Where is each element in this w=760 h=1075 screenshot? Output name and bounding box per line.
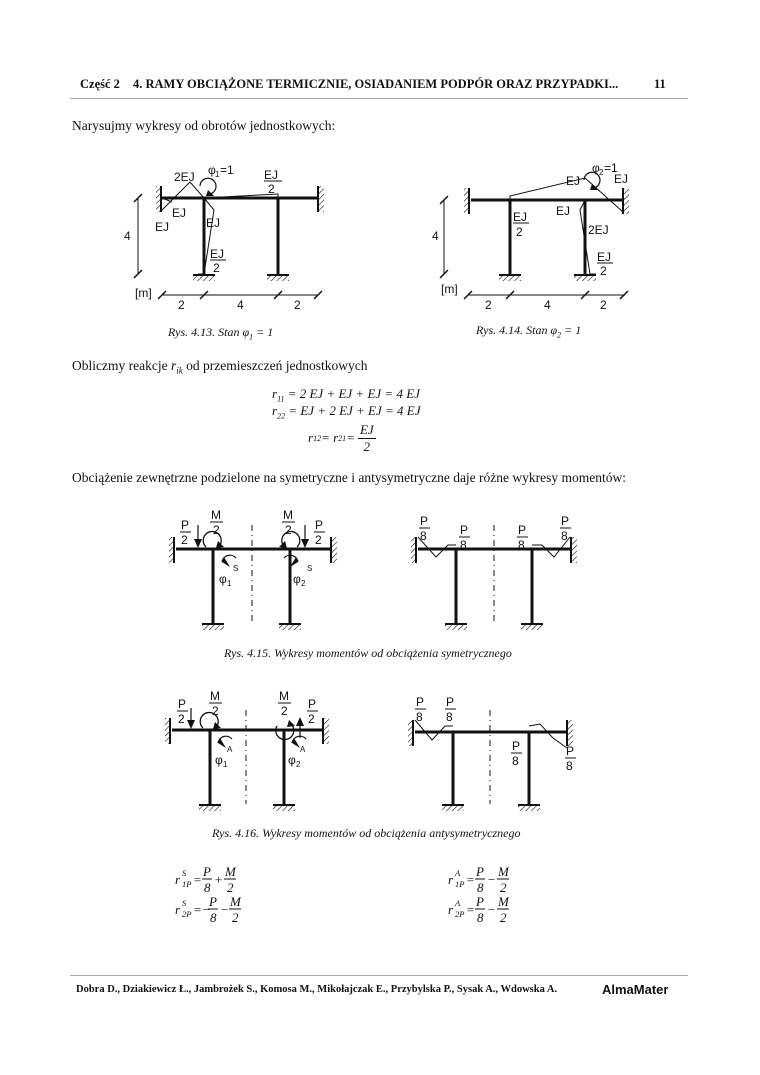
eq-r1p-s bbox=[175, 864, 237, 895]
svg-text:−: − bbox=[220, 902, 229, 917]
eq-r2p-s bbox=[175, 894, 242, 925]
svg-text:P: P bbox=[512, 739, 521, 753]
svg-text:8: 8 bbox=[460, 538, 467, 552]
svg-text:2: 2 bbox=[281, 704, 288, 718]
svg-text:M: M bbox=[279, 689, 289, 703]
svg-text:P: P bbox=[561, 514, 570, 528]
svg-text:P: P bbox=[209, 894, 217, 909]
eq-r1p-a bbox=[448, 864, 510, 895]
svg-text:P: P bbox=[308, 697, 317, 711]
svg-text:1: 1 bbox=[215, 170, 220, 179]
svg-text:P: P bbox=[518, 523, 527, 537]
svg-text:M: M bbox=[225, 864, 236, 879]
labels-415-right bbox=[419, 514, 571, 552]
svg-text:2: 2 bbox=[600, 298, 607, 312]
load-intro: Obciążenie zewnętrzne podzielone na symetryczne i antysymetryczne daje różne wykresy momentów: bbox=[72, 470, 627, 485]
svg-text:8: 8 bbox=[446, 710, 453, 724]
frame-415-left bbox=[169, 525, 337, 630]
svg-text:P: P bbox=[566, 744, 575, 758]
labels-416-right bbox=[415, 695, 576, 773]
svg-text:8: 8 bbox=[518, 538, 525, 552]
svg-text:2: 2 bbox=[178, 712, 185, 726]
svg-text:=1: =1 bbox=[220, 163, 234, 177]
svg-text:2: 2 bbox=[500, 910, 507, 925]
svg-text:P: P bbox=[476, 894, 484, 909]
svg-text:r: r bbox=[175, 872, 181, 887]
figure-4-13-4-14 bbox=[0, 150, 760, 325]
svg-text:8: 8 bbox=[561, 529, 568, 543]
equation-r11: $r_{11} = 2$ EJ + EJ + EJ = 4 EJ bbox=[272, 386, 420, 404]
svg-text:M: M bbox=[210, 689, 220, 703]
caption-4-15: Rys. 4.15. Wykresy momentów od obciążenia symetrycznego bbox=[224, 646, 512, 660]
figure-4-16 bbox=[0, 680, 760, 820]
svg-text:EJ: EJ bbox=[597, 250, 612, 264]
svg-text:8: 8 bbox=[512, 754, 519, 768]
svg-text:EJ: EJ bbox=[264, 168, 279, 182]
equation-r22: $r_{22}$ = EJ + 2 EJ + EJ = 4 EJ bbox=[272, 403, 421, 421]
svg-text:M: M bbox=[498, 864, 509, 879]
labels-413 bbox=[124, 163, 301, 312]
svg-text:φ: φ bbox=[208, 163, 216, 177]
svg-text:r: r bbox=[448, 902, 454, 917]
svg-text:2: 2 bbox=[178, 298, 185, 312]
svg-text:EJ: EJ bbox=[210, 247, 225, 261]
svg-text:2: 2 bbox=[599, 168, 604, 177]
svg-text:A: A bbox=[455, 868, 461, 878]
svg-text:−: − bbox=[487, 902, 496, 917]
svg-text:φ: φ bbox=[219, 572, 227, 586]
svg-text:1P: 1P bbox=[455, 879, 465, 889]
svg-text:8: 8 bbox=[210, 910, 217, 925]
svg-text:A: A bbox=[300, 745, 306, 754]
svg-text:2: 2 bbox=[308, 712, 315, 726]
svg-text:P: P bbox=[460, 523, 469, 537]
footer-brand: AlmaMater bbox=[602, 982, 669, 997]
svg-text:S: S bbox=[233, 564, 239, 573]
svg-text:2EJ: 2EJ bbox=[174, 170, 195, 184]
svg-text:EJ: EJ bbox=[566, 174, 581, 188]
svg-text:=: = bbox=[466, 902, 475, 917]
svg-text:P: P bbox=[416, 695, 425, 709]
svg-text:2: 2 bbox=[500, 880, 507, 895]
svg-text:2P: 2P bbox=[182, 909, 192, 919]
svg-text:2: 2 bbox=[301, 579, 306, 588]
svg-text:S: S bbox=[182, 868, 187, 878]
svg-text:2: 2 bbox=[600, 264, 607, 278]
svg-text:2: 2 bbox=[227, 880, 234, 895]
svg-text:4: 4 bbox=[544, 298, 551, 312]
footer-rule bbox=[70, 975, 688, 976]
svg-text:A: A bbox=[227, 745, 233, 754]
svg-text:2: 2 bbox=[213, 523, 220, 537]
svg-text:=−: =− bbox=[193, 902, 211, 917]
svg-text:EJ: EJ bbox=[513, 210, 528, 224]
svg-text:2EJ: 2EJ bbox=[588, 223, 609, 237]
header-rule bbox=[70, 98, 688, 99]
frame-415-right bbox=[411, 525, 577, 630]
svg-text:EJ: EJ bbox=[614, 172, 629, 186]
svg-text:+: + bbox=[214, 872, 223, 887]
svg-text:P: P bbox=[178, 697, 187, 711]
svg-text:A: A bbox=[455, 898, 461, 908]
svg-text:2P: 2P bbox=[455, 909, 465, 919]
svg-text:EJ: EJ bbox=[172, 206, 187, 220]
svg-text:4: 4 bbox=[124, 229, 131, 243]
svg-text:2: 2 bbox=[212, 704, 219, 718]
svg-text:2: 2 bbox=[516, 225, 523, 239]
svg-text:φ: φ bbox=[215, 753, 223, 767]
caption-4-14: Rys. 4.14. Stan $\varphi_2 = 1$ bbox=[476, 323, 582, 340]
svg-text:S: S bbox=[182, 898, 187, 908]
svg-text:P: P bbox=[476, 864, 484, 879]
svg-text:=: = bbox=[466, 872, 475, 887]
svg-text:1: 1 bbox=[223, 760, 228, 769]
svg-text:P: P bbox=[203, 864, 211, 879]
svg-text:8: 8 bbox=[566, 759, 573, 773]
figure-4-15 bbox=[0, 505, 760, 645]
svg-text:2: 2 bbox=[294, 298, 301, 312]
frame-413 bbox=[134, 178, 324, 299]
caption-4-16: Rys. 4.16. Wykresy momentów od obciążenia antysymetrycznego bbox=[212, 826, 521, 840]
svg-text:8: 8 bbox=[416, 710, 423, 724]
svg-text:EJ: EJ bbox=[556, 204, 571, 218]
eq-r2p-a bbox=[448, 894, 510, 925]
svg-text:P: P bbox=[315, 518, 324, 532]
reactions-intro: Obliczmy reakcje $r_{ik}$ od przemieszczeń jednostkowych bbox=[72, 358, 368, 376]
svg-text:4: 4 bbox=[237, 298, 244, 312]
header-title: 4. RAMY OBCIĄŻONE TERMICZNIE, OSIADANIEM PODPÓR ORAZ PRZYPADKI... bbox=[133, 77, 619, 91]
svg-text:2: 2 bbox=[315, 533, 322, 547]
svg-text:P: P bbox=[420, 514, 429, 528]
svg-text:2: 2 bbox=[296, 760, 301, 769]
svg-text:P: P bbox=[181, 518, 190, 532]
svg-text:1: 1 bbox=[227, 579, 232, 588]
equation-r12: r 12 = r 21 = $\frac{EJ}{2}$ bbox=[308, 421, 374, 454]
svg-text:1P: 1P bbox=[182, 879, 192, 889]
svg-text:2: 2 bbox=[268, 182, 275, 196]
svg-text:S: S bbox=[307, 564, 313, 573]
svg-text:[m]: [m] bbox=[135, 286, 152, 300]
frame-416-left bbox=[165, 708, 329, 811]
svg-text:2: 2 bbox=[213, 261, 220, 275]
svg-text:φ: φ bbox=[293, 572, 301, 586]
svg-text:M: M bbox=[498, 894, 509, 909]
caption-4-13: Rys. 4.13. Stan $\varphi_1 = 1$ bbox=[168, 325, 274, 342]
frame-416-right bbox=[408, 710, 573, 811]
svg-text:2: 2 bbox=[232, 910, 239, 925]
svg-text:8: 8 bbox=[204, 880, 211, 895]
svg-text:8: 8 bbox=[477, 910, 484, 925]
svg-text:2: 2 bbox=[285, 523, 292, 537]
svg-text:8: 8 bbox=[420, 529, 427, 543]
svg-text:=1: =1 bbox=[604, 161, 618, 175]
svg-text:[m]: [m] bbox=[441, 282, 458, 296]
svg-text:φ: φ bbox=[288, 753, 296, 767]
svg-text:EJ: EJ bbox=[155, 220, 170, 234]
footer-authors: Dobra D., Dziakiewicz Ł., Jambrożek S., Komosa M., Mikołajczak E., Przybylska P., Sysak A., Wdowska A. bbox=[76, 984, 558, 995]
svg-text:2: 2 bbox=[485, 298, 492, 312]
svg-text:r: r bbox=[175, 902, 181, 917]
svg-text:M: M bbox=[230, 894, 241, 909]
svg-text:P: P bbox=[446, 695, 455, 709]
svg-text:EJ: EJ bbox=[206, 216, 221, 230]
intro-text: Narysujmy wykresy od obrotów jednostkowych: bbox=[72, 118, 336, 133]
svg-text:4: 4 bbox=[432, 229, 439, 243]
svg-text:r: r bbox=[448, 872, 454, 887]
svg-text:=: = bbox=[193, 872, 202, 887]
svg-text:M: M bbox=[211, 508, 221, 522]
final-equations bbox=[0, 860, 760, 935]
svg-text:M: M bbox=[283, 508, 293, 522]
svg-text:8: 8 bbox=[477, 880, 484, 895]
header-part: Część 2 bbox=[80, 77, 120, 91]
svg-text:2: 2 bbox=[181, 533, 188, 547]
svg-text:φ: φ bbox=[592, 161, 600, 175]
svg-text:−: − bbox=[487, 872, 496, 887]
page-number: 11 bbox=[654, 77, 666, 91]
